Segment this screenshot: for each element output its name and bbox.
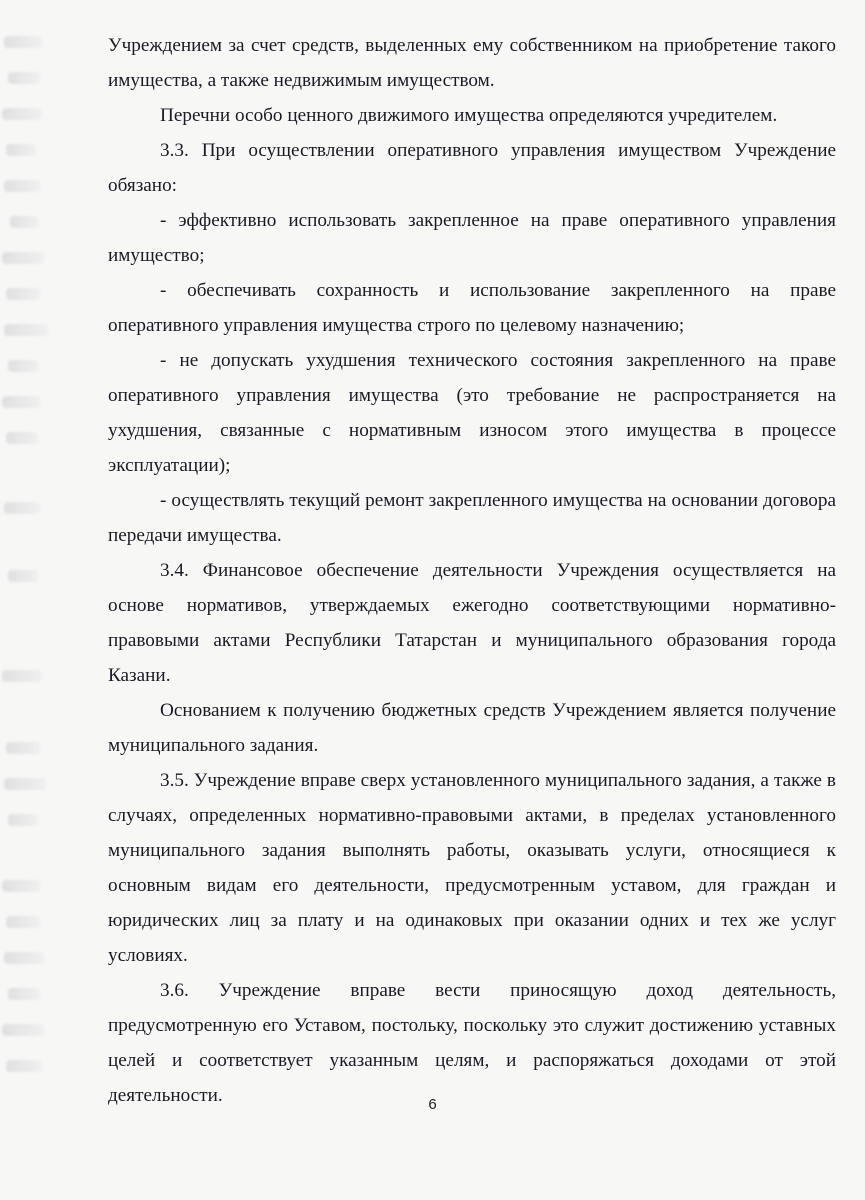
list-item-repair: - осуществлять текущий ремонт закрепленного имущества на основании договора передачи имущества. [108,490,836,546]
bleed-mark [2,880,40,892]
bleed-mark [2,252,44,264]
bleed-mark [4,952,44,964]
bleed-mark [8,814,38,826]
paragraph-3-3: 3.3. При осуществлении оперативного управления имуществом Учреждение обязано: [108,140,836,196]
bleed-mark [6,288,40,300]
paragraph-3-4: 3.4. Финансовое обеспечение деятельности Учреждения осуществляется на основе нормативов, утверждаемых ежегодно соответствующими нормативно-правовыми актами Республики Татарстан и муниципального образования города Казани. [108,560,836,686]
list-item-ensure-safety: - обеспечивать сохранность и использование закрепленного на праве оперативного управления имущества строго по целевому назначению; [108,280,836,336]
bleed-mark [8,988,40,1000]
list-item-prevent-deterioration: - не допускать ухудшения технического состояния закрепленного на праве оперативного управления имущества (это требование не распространяется на ухудшения, связанные с нормативным износом этого имущества в процессе эксплуатации); [108,350,836,476]
bleed-mark [10,216,38,228]
bleed-mark [6,432,38,444]
bleed-mark [8,360,38,372]
bleed-mark [2,396,40,408]
bleed-through-margin [0,30,55,1100]
bleed-mark [2,108,42,120]
bleed-mark [6,742,40,754]
page-number: 6 [428,1096,437,1113]
bleed-mark [2,670,42,682]
bleed-mark [4,36,42,48]
bleed-mark [2,1024,44,1036]
paragraph-3-5: 3.5. Учреждение вправе сверх установленного муниципального задания, а также в случаях, определенных нормативно-правовыми актами, в пределах установленного муниципального задания выполнять работы, оказывать услуги, относящиеся к основным видам его деятельности, предусмотренным уставом, для граждан и юридических лиц за плату и на одинаковых при оказании одних и тех же услуг условиях. [108,770,836,966]
bleed-mark [4,778,46,790]
bleed-mark [4,180,40,192]
paragraph-valuable-property-lists: Перечни особо ценного движимого имущества определяются учредителем. [160,105,778,126]
bleed-mark [8,570,38,582]
document-body [108,28,836,1113]
bleed-mark [4,502,40,514]
bleed-mark [6,1060,42,1072]
bleed-mark [8,72,40,84]
bleed-mark [6,144,36,156]
bleed-mark [6,916,40,928]
paragraph-budget-basis: Основанием к получению бюджетных средств Учреждением является получение муниципального задания. [108,700,836,756]
list-item-use-effectively: - эффективно использовать закрепленное на праве оперативного управления имущество; [108,210,836,266]
bleed-mark [4,324,48,336]
paragraph-continuation: Учреждением за счет средств, выделенных ему собственником на приобретение такого имущества, а также недвижимым имуществом. [108,35,836,91]
paragraph-3-6: 3.6. Учреждение вправе вести приносящую доход деятельность, предусмотренную его Уставом, постольку, поскольку это служит достижению уставных целей и соответствует указанным целям, и распоряжаться доходами от этой деятельности. [108,980,836,1106]
